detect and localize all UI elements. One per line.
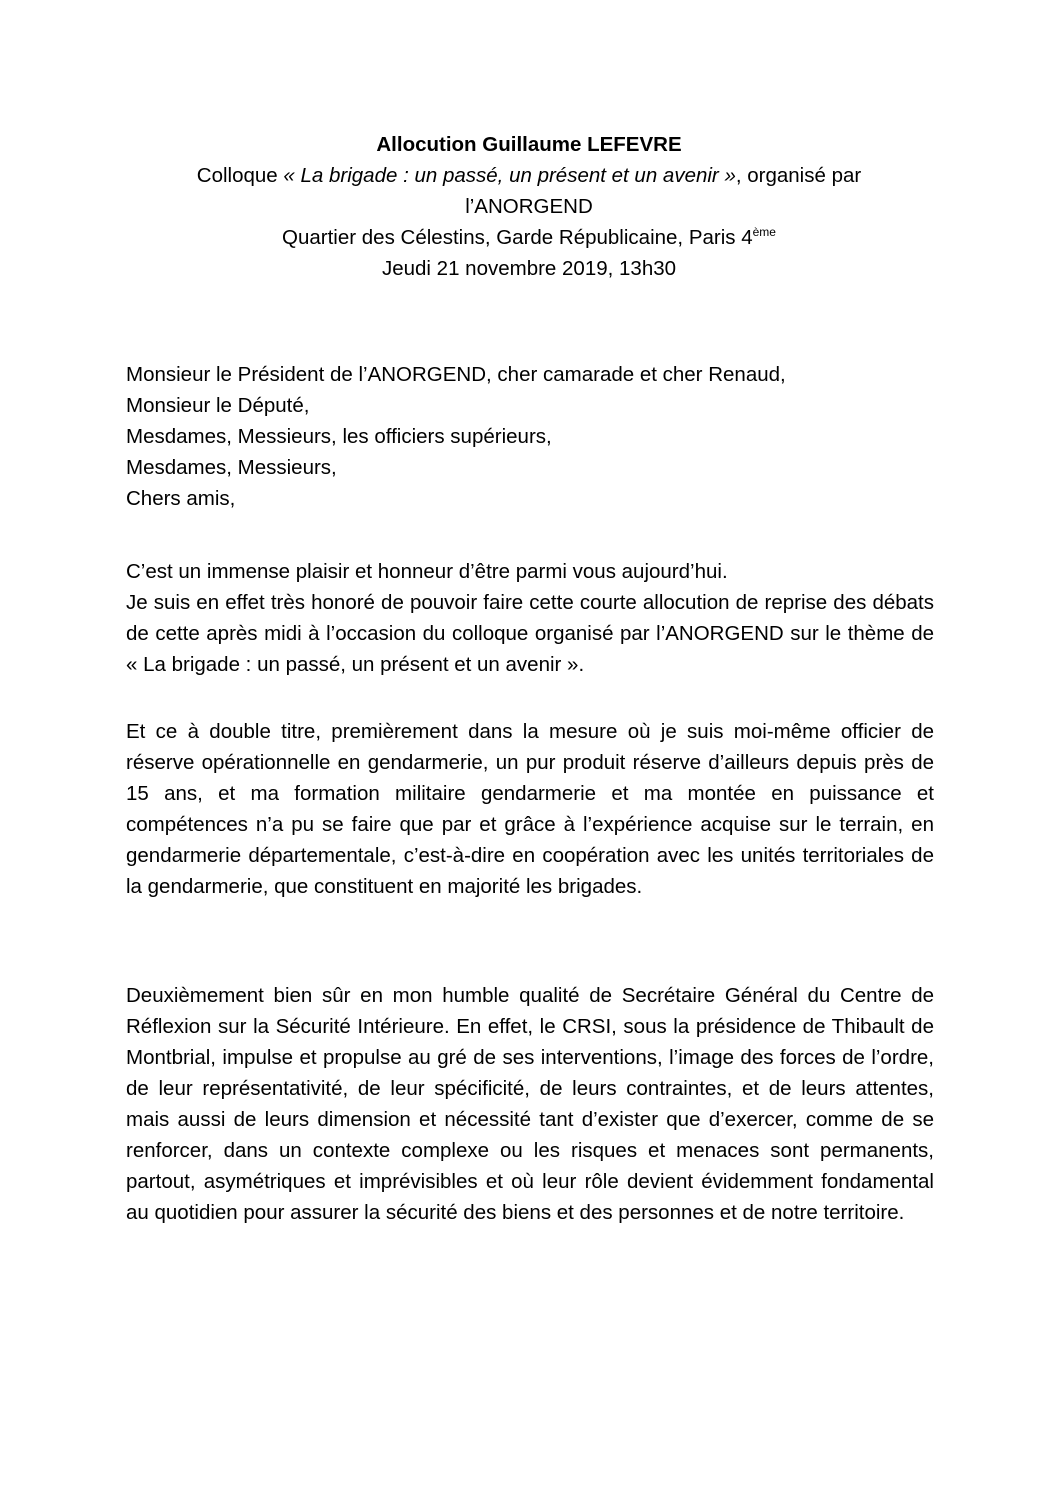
paragraph-opening bbox=[126, 556, 934, 680]
date-line: Jeudi 21 novembre 2019, 13h30 bbox=[381, 257, 677, 280]
salutation-line: Mesdames, Messieurs, bbox=[126, 456, 337, 479]
salutation-line: Monsieur le Député, bbox=[126, 394, 310, 417]
salutations-block bbox=[126, 359, 934, 514]
colloquium-theme: « La brigade : un passé, un présent et un avenir » bbox=[283, 164, 736, 187]
paragraph-opening-rest: Je suis en effet très honoré de pouvoir faire cette courte allocution de reprise des débats de cette après midi à l’occasion du colloque organisé par l’ANORGEND sur le thème de « La brigade : un passé, un présent et un avenir ». bbox=[126, 591, 934, 676]
location-superscript: ème bbox=[752, 225, 776, 240]
speech-title: Allocution Guillaume LEFEVRE bbox=[376, 133, 682, 156]
paragraph-first-reason: Et ce à double titre, premièrement dans la mesure où je suis moi-même officier de réserve opérationnelle en gendarmerie, un pur produit réserve d’ailleurs depuis près de 15 ans, et ma formation militaire gendarmerie et ma montée en puissance et compétences n’a pu se faire que par et grâce à l’expérience acquise sur le terrain, en gendarmerie départementale, c’est-à-dire en coopération avec les unités territoriales de la gendarmerie, que constituent en majorité les brigades. bbox=[126, 720, 934, 898]
document-header bbox=[0, 129, 1058, 284]
paragraph-second-reason: Deuxièmement bien sûr en mon humble qualité de Secrétaire Général du Centre de Réflexion sur la Sécurité Intérieure. En effet, le CRSI, sous la présidence de Thibault de Montbrial, impulse et propulse au gré de ses interventions, l’image des forces de l’ordre, de leur représentativité, de leur spécificité, de leurs contraintes, et de leurs attentes, mais aussi de leurs dimension et nécessité tant d’exister que d’exercer, comme de se renforcer, dans un contexte complexe ou les risques et menaces sont permanents, partout, asymétriques et imprévisibles et où leur rôle devient évidemment fondamental au quotidien pour assurer la sécurité des biens et des personnes et de notre territoire. bbox=[126, 984, 934, 1224]
salutation-line: Chers amis, bbox=[126, 487, 236, 510]
salutation-line: Monsieur le Président de l’ANORGEND, cher camarade et cher Renaud, bbox=[126, 363, 786, 386]
location-line bbox=[0, 222, 1058, 253]
salutation-line: Mesdames, Messieurs, les officiers supérieurs, bbox=[126, 425, 552, 448]
paragraph-opening-first-line: C’est un immense plaisir et honneur d’être parmi vous aujourd’hui. bbox=[126, 560, 728, 583]
location-text: Quartier des Célestins, Garde Républicaine, Paris 4 bbox=[282, 226, 753, 249]
organizer-line: l’ANORGEND bbox=[465, 195, 593, 218]
colloquium-line bbox=[0, 160, 1058, 191]
colloquium-prefix: Colloque bbox=[196, 164, 284, 187]
colloquium-suffix: , organisé par bbox=[735, 164, 862, 187]
